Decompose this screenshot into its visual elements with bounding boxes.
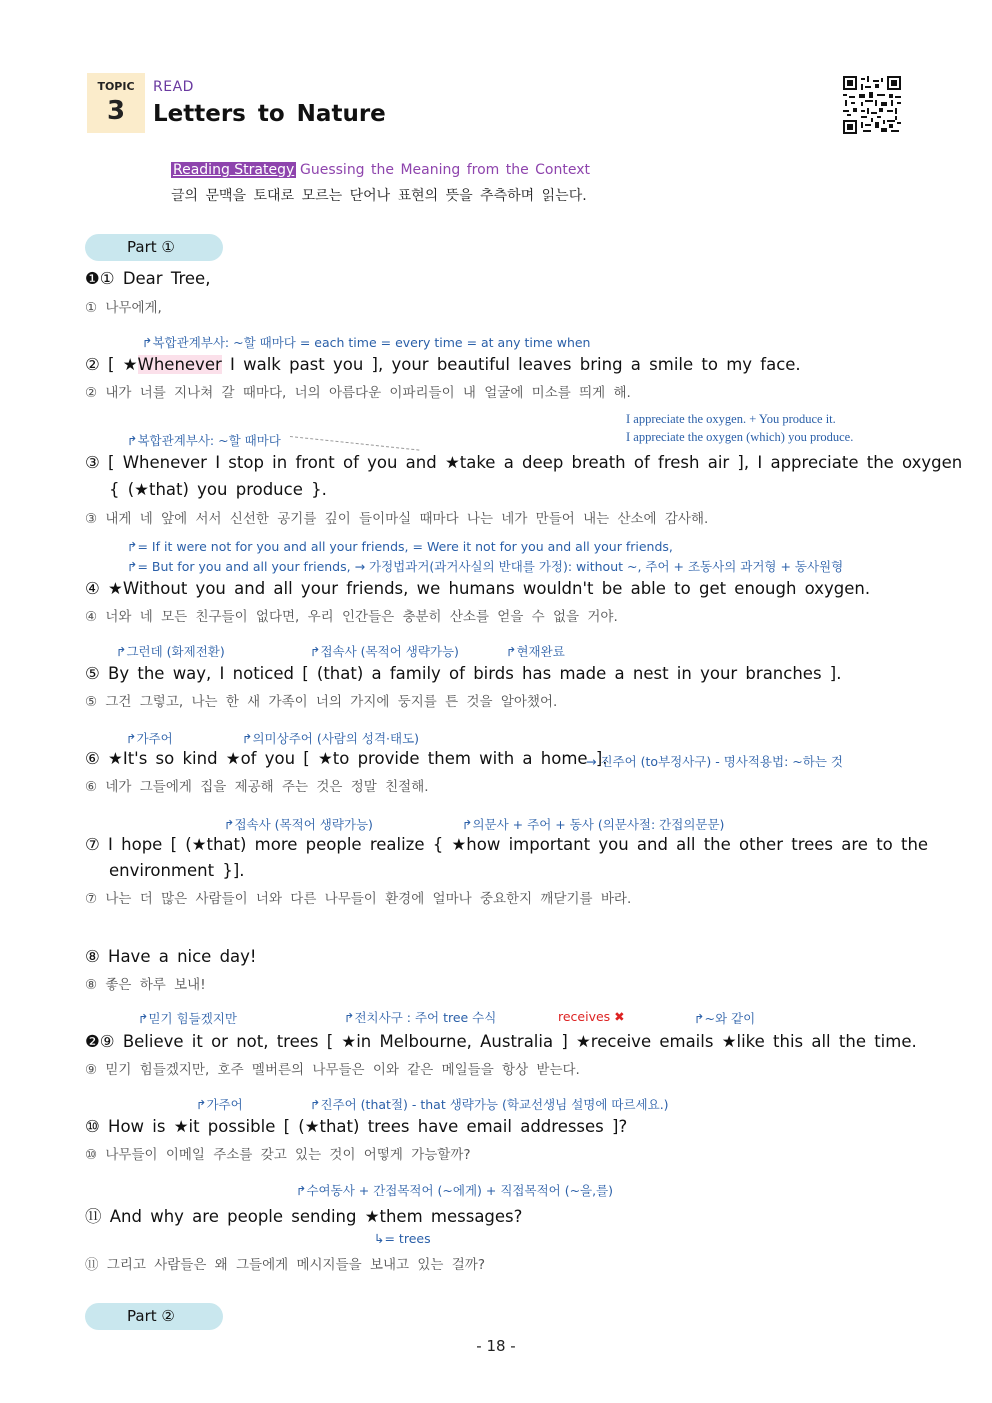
translation-9: ⑨ 믿기 힘들겠지만, 호주 멜버른의 나무들은 이와 같은 메일들을 항상 받는다.: [85, 1062, 580, 1078]
section-label: READ: [153, 79, 194, 95]
reading-strategy-tag: Reading Strategy: [173, 162, 295, 178]
note-2: ↱복합관계부사: ~할 때마다 = each time = every time = at any time when: [142, 335, 591, 350]
note-3-right-2: I appreciate the oxygen (which) you produce.: [626, 430, 854, 444]
translation-2: ② 내가 너를 지나쳐 갈 때마다, 너의 아름다운 이파리들이 내 얼굴에 미소를 띄게 해.: [85, 385, 631, 401]
note-9-a: ↱믿기 힘들겠지만: [138, 1011, 237, 1026]
note-11-b: ↳= trees: [374, 1231, 431, 1246]
translation-10: ⑩ 나무들이 이메일 주소를 갖고 있는 것이 어떻게 가능할까?: [85, 1147, 471, 1163]
note-5-a: ↱그런데 (화제전환): [116, 644, 225, 659]
sentence-7-line-1: ⑦ I hope [ (★that) more people realize { ★how important you and all the other trees are to the: [85, 835, 929, 854]
translation-8: ⑧ 좋은 하루 보내!: [85, 977, 206, 993]
note-9-c: receives ✖: [558, 1009, 625, 1024]
note-3-right-1: I appreciate the oxygen. + You produce it.: [626, 412, 836, 426]
page-number: - 18 -: [476, 1337, 516, 1355]
sentence-11: ⑪ And why are people sending ★them messages?: [85, 1207, 523, 1226]
sentence-3-line-2: { (★that) you produce }.: [109, 480, 327, 499]
note-7-b: ↱의문사 + 주어 + 동사 (의문사절: 간접의문문): [462, 817, 725, 832]
translation-7: ⑦ 나는 더 많은 사람들이 너와 다른 나무들이 환경에 얼마나 중요한지 깨닫기를 바라.: [85, 891, 632, 907]
translation-4: ④ 너와 네 모든 친구들이 없다면, 우리 인간들은 충분히 산소를 얻을 수 없을 거야.: [85, 609, 618, 625]
translation-11: ⑪ 그리고 사람들은 왜 그들에게 메시지들을 보내고 있는 걸까?: [85, 1257, 485, 1273]
note-9-d: ↱~와 같이: [694, 1011, 756, 1026]
translation-3: ③ 내게 네 앞에 서서 신선한 공기를 깊이 들이마실 때마다 나는 네가 만들어 내는 산소에 감사해.: [85, 511, 709, 527]
note-4-line-1: ↱= If it were not for you and all your friends, = Were it not for you and all your friends,: [127, 539, 673, 554]
qr-code-icon[interactable]: [843, 76, 901, 134]
translation-1: ① 나무에게,: [85, 300, 162, 316]
note-6-a: ↱가주어: [126, 731, 173, 746]
note-7-a: ↱접속사 (목적어 생략가능): [224, 817, 373, 832]
note-5-b: ↱접속사 (목적어 생략가능): [310, 644, 459, 659]
note-4-line-2: ↱= But for you and all your friends, → 가정법과거(과거사실의 반대를 가정): without ~, 주어 + 조동사의 과거형 + 동사원형: [127, 559, 844, 574]
note-6-c: → 진주어 (to부정사구) - 명사적용법: ~하는 것: [586, 754, 843, 769]
translation-6: ⑥ 네가 그들에게 집을 제공해 주는 것은 정말 친절해.: [85, 779, 429, 795]
sentence-6: ⑥ ★It's so kind ★of you [ ★to provide them with a home ].: [85, 749, 608, 768]
sentence-8: ⑧ Have a nice day!: [85, 947, 257, 966]
note-3: ↱복합관계부사: ~할 때마다: [127, 433, 281, 448]
reading-strategy-korean: 글의 문맥을 토대로 모르는 단어나 표현의 뜻을 추측하며 읽는다.: [171, 188, 587, 204]
sentence-7-line-2: environment }].: [109, 861, 245, 880]
part-2-label: Part ②: [85, 1303, 223, 1330]
note-10-b: ↱진주어 (that절) - that 생략가능 (학교선생님 설명에 따르세요.): [310, 1097, 669, 1112]
sentence-2: ② [ ★Whenever I walk past you ], your beautiful leaves bring a smile to my face.: [85, 355, 801, 374]
note-6-b: ↱의미상주어 (사람의 성격·태도): [242, 731, 420, 746]
sentence-3-line-1: ③ [ Whenever I stop in front of you and ★take a deep breath of fresh air ], I appreciate the oxygen: [85, 453, 963, 472]
note-9-b: ↱전치사구 : 주어 tree 수식: [344, 1010, 497, 1025]
topic-number: 3: [106, 96, 126, 126]
sentence-9: ❷⑨ Believe it or not, trees [ ★in Melbourne, Australia ] ★receive emails ★like this all the time.: [85, 1032, 917, 1051]
note-3-arrow: [290, 436, 419, 451]
part-1-label: Part ①: [85, 234, 223, 261]
note-11-a: ↱수여동사 + 간접목적어 (~에게) + 직접목적어 (~을,를): [296, 1183, 614, 1198]
sentence-1: ❶① Dear Tree,: [85, 269, 211, 288]
sentence-5: ⑤ By the way, I noticed [ (that) a family of birds has made a nest in your branches ].: [85, 664, 842, 683]
page-title: Letters to Nature: [153, 101, 386, 127]
topic-label: TOPIC: [97, 80, 135, 93]
sentence-4: ④ ★Without you and all your friends, we humans wouldn't be able to get enough oxygen.: [85, 579, 871, 598]
translation-5: ⑤ 그건 그렇고, 나는 한 새 가족이 너의 가지에 둥지를 튼 것을 알아챘어.: [85, 694, 558, 710]
sentence-10: ⑩ How is ★it possible [ (★that) trees have email addresses ]?: [85, 1117, 628, 1136]
note-10-a: ↱가주어: [196, 1097, 243, 1112]
note-5-c: ↱현재완료: [506, 644, 565, 659]
reading-strategy-text: Guessing the Meaning from the Context: [300, 162, 590, 178]
